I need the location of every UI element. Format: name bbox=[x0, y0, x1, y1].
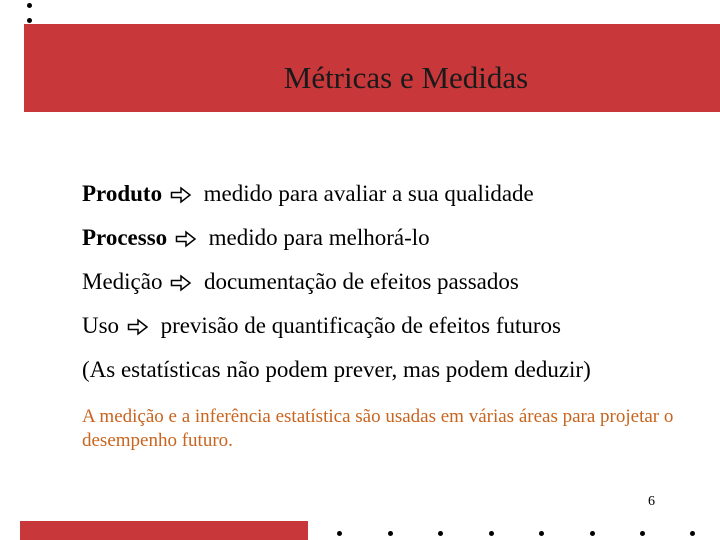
line-medicao bbox=[82, 268, 702, 296]
desc-produto: medido para avaliar a sua qualidade bbox=[203, 181, 534, 206]
page-number: 6 bbox=[648, 494, 655, 509]
decorative-dot bbox=[388, 531, 393, 536]
footer-accent-bar bbox=[20, 521, 308, 540]
decorative-dot bbox=[590, 531, 595, 536]
term-processo: Processo bbox=[82, 225, 168, 250]
slide-title: Métricas e Medidas bbox=[283, 60, 529, 95]
hollow-right-arrow-icon bbox=[170, 186, 192, 204]
line-estatisticas bbox=[82, 356, 702, 384]
desc-uso: previsão de quantificação de efeitos futuros bbox=[160, 313, 561, 338]
decorative-dot bbox=[489, 531, 494, 536]
hollow-right-arrow-icon bbox=[175, 230, 197, 248]
line-uso bbox=[82, 312, 702, 340]
term-uso: Uso bbox=[82, 313, 120, 338]
line-produto bbox=[82, 180, 702, 208]
hollow-right-arrow-icon bbox=[170, 274, 192, 292]
desc-medicao: documentação de efeitos passados bbox=[203, 269, 519, 294]
note-text: A medição e a inferência estatística são usadas em várias áreas para projetar o desempenho futuro. bbox=[82, 406, 674, 451]
slide-body bbox=[82, 180, 702, 400]
term-produto: Produto bbox=[82, 181, 163, 206]
hollow-right-arrow-icon bbox=[127, 318, 149, 336]
decorative-dot bbox=[690, 531, 695, 536]
term-medicao: Medição bbox=[82, 269, 163, 294]
decorative-dot bbox=[539, 531, 544, 536]
desc-processo: medido para melhorá-lo bbox=[208, 225, 430, 250]
decorative-dot bbox=[438, 531, 443, 536]
line-processo bbox=[82, 224, 702, 252]
desc-estatisticas: (As estatísticas não podem prever, mas podem deduzir) bbox=[82, 357, 591, 382]
decorative-dot bbox=[27, 3, 32, 8]
decorative-dot bbox=[337, 531, 342, 536]
title-band bbox=[24, 24, 720, 112]
decorative-dot bbox=[27, 18, 32, 23]
decorative-dot bbox=[640, 531, 645, 536]
